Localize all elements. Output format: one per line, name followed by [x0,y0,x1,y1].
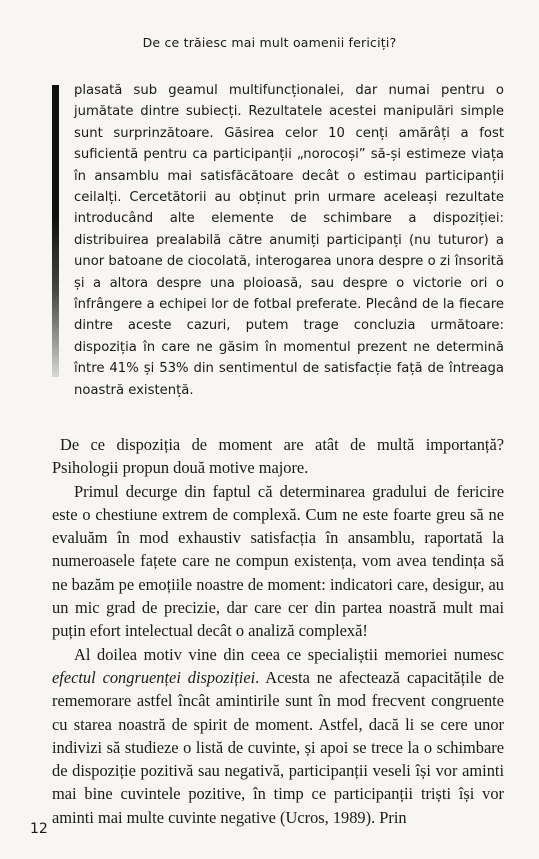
paragraph-3-start: Al doilea motiv vine din ceea ce specialiștii memoriei numesc [74,644,504,664]
sidebar-box [52,80,504,401]
vertical-rule [52,85,59,377]
paragraph-2: Primul decurge din faptul că determinarea gradului de fericire este o chestiune extrem de complexă. Cum ne este foarte greu să ne evaluăm în mod exhaustiv satisfacția în ansamblu, raportată la numeroasele fațete care ne compun existența, vom avea tendința să ne bazăm pe emoțiile noastre de moment: indicatori care, desigur, au un mic grad de precizie, dar care cer din partea noastră mult mai puțin efort intelectual decât o analiză complexă! [52,481,504,641]
paragraph-1: De ce dispoziția de moment are atât de multă importanță? Psihologii propun două motive majore. [52,435,504,478]
paragraph-3-end: . Acesta ne afectează capacitățile de rememorare astfel încât amintirile sunt în mod frecvent congruente cu starea noastră de spirit de moment. Astfel, dacă li se cere unor indivizi să studieze o listă de cuvinte, și apoi se trece la o schimbare de dispoziție pozitivă sau negativă, participanții veseli își vor aminti mai bine cuvintele pozitive, în timp ce participanții triști își vor aminti mai multe cuvinte negative (Ucros, 1989). Prin [52,667,504,827]
page-number: 12 [30,821,48,837]
running-header: De ce trăiesc mai mult oamenii fericiți? [142,35,397,50]
box-paragraph: plasată sub geamul multifuncționalei, dar numai pentru o jumătate dintre subiecți. Rezultatele acestei manipulări simple sunt surprinzătoare. Găsirea celor 10 cenți amărâți a fost suficientă pentru ca participanții „norocoși” să-și estimeze viața în ansamblu mai satisfăcătoare decât o estimau participanții ceilalți. Cercetătorii au obținut prin urmare aceleași rezultate introducând alte elemente de schimbare a dispoziției: distribuirea prealabilă către anumiți participanți (nu tuturor) a unor batoane de ciocolată, interogarea unora despre o zi însorită și a altora despre una ploioasă, sau despre o victorie ori o înfrângere a echipei lor de fotbal preferate. Plecând de la fiecare dintre aceste cazuri, putem trage concluzia următoare: dispoziția în care ne găsim în momentul prezent ne determină între 41% și 53% din sentimentul de satisfacție față de întreaga noastră existență. [74,83,504,398]
italic-term: efectul congruenței dispoziției [52,667,256,687]
main-text [52,433,504,829]
paragraph-3 [52,643,504,829]
